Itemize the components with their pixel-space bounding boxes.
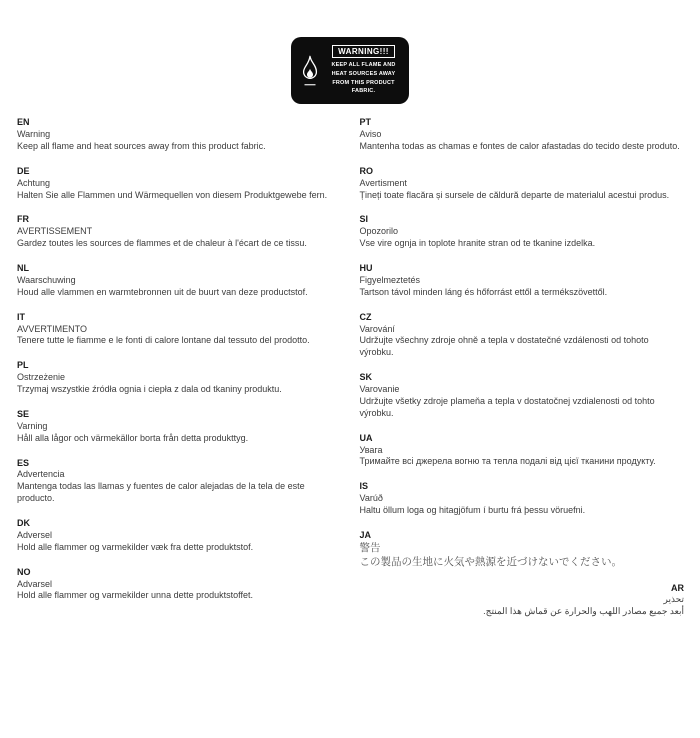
warning-title: Увага (359, 444, 383, 455)
language-code: AR (671, 582, 684, 593)
language-entry (17, 312, 342, 348)
language-code: IS (359, 481, 369, 492)
language-entry (360, 481, 685, 517)
language-entry (17, 458, 342, 506)
warning-title: Varovanie (359, 384, 400, 395)
warning-title: 警告 (359, 541, 381, 554)
language-code: PL (17, 360, 29, 371)
warning-title: Adversel (17, 529, 53, 540)
language-entry (360, 263, 685, 299)
warning-title: AVERTISSEMENT (17, 226, 93, 237)
warning-title: Varování (359, 323, 395, 334)
warning-title: Advarsel (17, 578, 53, 589)
language-entry (17, 360, 342, 396)
warning-title: Aviso (359, 129, 382, 140)
language-code: FR (17, 214, 29, 225)
warning-text: Gardez toutes les sources de flammes et de chaleur à l'écart de ce tissu. (17, 238, 307, 249)
warning-text: この製品の生地に火気や熱源を近づけないでください。 (359, 555, 622, 568)
language-code: IT (17, 311, 25, 322)
warning-text: Vse vire ognja in toplote hranite stran od te tkanine izdelka. (359, 238, 596, 249)
language-entry (17, 263, 342, 299)
warning-text: Håll alla lågor och värmekällor borta från detta produkttyg. (17, 432, 249, 443)
language-entry (17, 518, 342, 554)
language-entry (17, 409, 342, 445)
language-entry (360, 433, 685, 469)
warning-text: Hold alle flammer og varmekilder væk fra dette produktstof. (17, 541, 254, 552)
language-code: SI (359, 214, 369, 225)
warning-title: Figyelmeztetés (359, 274, 421, 285)
language-code: SK (359, 372, 373, 383)
language-code: DE (17, 165, 30, 176)
warning-title: Avertisment (359, 177, 407, 188)
warning-title: Varning (17, 420, 48, 431)
language-entry (360, 117, 685, 153)
right-column (360, 117, 685, 631)
badge-text-block (327, 45, 400, 96)
language-code: ES (17, 457, 30, 468)
warning-title: Opozorilo (359, 226, 399, 237)
warning-text: Tenere tutte le fiamme e le fonti di calore lontane dal tessuto del prodotto. (17, 335, 310, 346)
language-code: NO (17, 566, 31, 577)
language-code: DK (17, 518, 30, 529)
left-column (17, 117, 342, 631)
language-entry (360, 530, 685, 570)
language-entry (17, 567, 342, 603)
language-code: NL (17, 263, 29, 274)
warning-title: Warning (17, 129, 51, 140)
warning-title: Advertencia (17, 469, 65, 480)
language-code: JA (359, 529, 372, 540)
language-entry (360, 312, 685, 360)
warning-title: AVVERTIMENTO (17, 323, 88, 334)
warning-text: Keep all flame and heat sources away from this product fabric. (17, 140, 266, 151)
warning-badge (292, 38, 408, 103)
warning-text: Hold alle flammer og varmekilder unna dette produktstoffet. (17, 590, 253, 601)
warning-text: Țineți toate flacăra și sursele de căldură departe de materialul acestui produs. (359, 189, 670, 200)
warning-text: Udržujte všetky zdroje plameňa a tepla v dostatočnej vzdialenosti od tohto výrobku. (359, 395, 655, 418)
language-code: HU (359, 263, 373, 274)
warning-title: Ostrzeżenie (17, 372, 66, 383)
language-entry (17, 117, 342, 153)
warning-text: Mantenha todas as chamas e fontes de calor afastadas do tecido deste produto. (359, 140, 680, 151)
badge-subtitle: KEEP ALL FLAME AND HEAT SOURCES AWAY FROM THIS PRODUCT FABRIC. (331, 62, 396, 95)
warning-text: Houd alle vlammen en warmtebronnen uit de buurt van deze productstof. (17, 286, 308, 297)
warning-text: Trzymaj wszystkie źródła ognia i ciepła z dala od tkaniny produktu. (17, 384, 282, 395)
language-code: CZ (359, 311, 372, 322)
warning-label-page (0, 38, 700, 738)
warning-text: Udržujte všechny zdroje ohně a tepla v dostatečné vzdálenosti od tohoto výrobku. (359, 335, 649, 358)
language-code: PT (359, 117, 372, 128)
warning-text: Тримайте всі джерела вогню та тепла подалі від цієї тканини продукту. (359, 456, 656, 467)
language-entry (360, 583, 685, 619)
language-code: SE (17, 408, 30, 419)
warning-title: Varúð (359, 493, 383, 504)
language-entry (360, 372, 685, 420)
language-columns (0, 103, 700, 631)
language-code: RO (359, 165, 373, 176)
warning-title: Waarschuwing (17, 274, 76, 285)
warning-text: أبعد جميع مصادر اللهب والحرارة عن قماش هذا المنتج. (483, 606, 684, 617)
warning-text: Tartson távol minden láng és hőforrást ettől a termékszövettől. (359, 286, 608, 297)
warning-text: Halten Sie alle Flammen und Wärmequellen von diesem Produktgewebe fern. (17, 189, 328, 200)
badge-title: WARNING!!! (332, 45, 395, 58)
language-code: UA (359, 432, 373, 443)
language-entry (360, 166, 685, 202)
language-entry (17, 166, 342, 202)
warning-title: Achtung (17, 177, 51, 188)
language-code: EN (17, 117, 30, 128)
warning-text: Haltu öllum loga og hitagjöfum í burtu frá þessu vöruefni. (359, 505, 586, 516)
warning-text: Mantenga todas las llamas y fuentes de calor alejadas de la tela de este producto. (17, 481, 305, 504)
language-entry (17, 214, 342, 250)
flame-icon (299, 54, 321, 88)
language-entry (360, 214, 685, 250)
warning-title: تحذير (663, 594, 684, 605)
